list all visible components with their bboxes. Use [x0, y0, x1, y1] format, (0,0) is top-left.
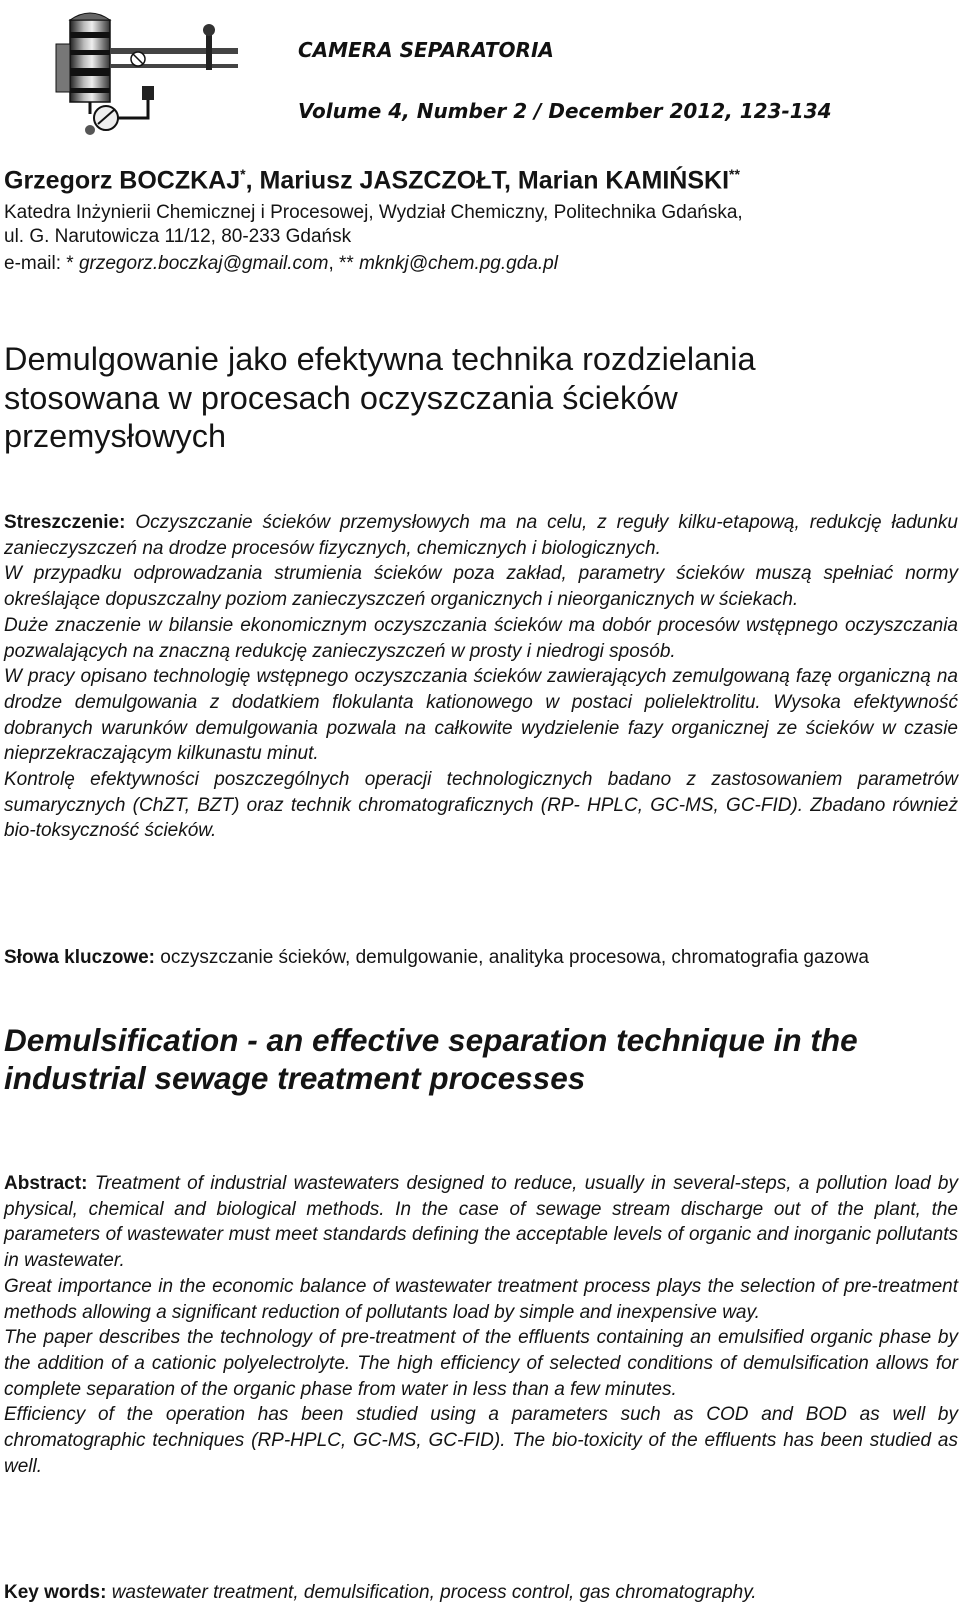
affiliation-line: ul. G. Narutowicza 11/12, 80-233 Gdańsk — [4, 226, 352, 247]
author-separator: , — [245, 166, 260, 195]
email-link[interactable]: mknkj@chem.pg.gda.pl — [359, 253, 558, 274]
abstract-paragraph: Duże znaczenie w bilansie ekonomicznym oczyszczania ścieków ma dobór procesów wstępnego oczyszczania pozwalających na znaczną redukcję zanieczyszczeń w prosty i niedrogi sposób. — [4, 614, 958, 662]
author-name: Grzegorz BOCZKAJ — [4, 166, 241, 195]
abstract-paragraph: Efficiency of the operation has been studied using a parameters such as COD and BOD as well by chromatographic techniques (RP-HPLC, GC-MS, GC-FID). The bio-toxicity of the effluents has been studied as well. — [4, 1404, 958, 1477]
keywords-text: wastewater treatment, demulsification, process control, gas chromatography. — [111, 1582, 757, 1603]
abstract-text: Treatment of industrial wastewaters designed to reduce, usually in several-steps, a pollution load by physical, chemical and biological methods. In the case of sewage stream discharge out of the plant, the parameters of wastewater must meet standards defining the acceptable levels of organic and inorganic pollutants in wastewater. — [4, 1173, 958, 1272]
email-link[interactable]: grzegorz.boczkaj@gmail.com — [78, 253, 329, 274]
abstract-paragraph: W pracy opisano technologię wstępnego oczyszczania ścieków zawierających zemulgowaną fazę organiczną na drodze demulgowania z dodatkiem flokulanta kationowego w postaci polielektrolitu. Wysoka efektywność dobranych warunków demulgowania pozwala na całkowite wydzielenie fazy organicznej ze ścieków w czasie nieprzekraczającym kilkunastu minut. — [4, 666, 958, 765]
journal-name: CAMERA SEPARATORIA — [298, 38, 554, 62]
abstract-paragraph: W przypadku odprowadzania strumienia ścieków poza zakład, parametry ścieków muszą spełniać normy określające dopuszczalny poziom zanieczyszczeń organicznych i nieorganicznych w ściekach. — [4, 563, 958, 611]
abstract-paragraph — [4, 510, 958, 561]
paper-title-en: Demulsification - an effective separation technique in the industrial sewage treatment processes — [4, 1022, 858, 1096]
paper-title-pl: Demulgowanie jako efektywna technika rozdzielania stosowana w procesach oczyszczania ścieków przemysłowych — [4, 341, 756, 454]
abstract-en — [4, 1171, 958, 1479]
affiliation-line: Katedra Inżynierii Chemicznej i Procesowej, Wydział Chemiczny, Politechnika Gdańska, — [4, 202, 743, 223]
abstract-pl — [4, 510, 958, 844]
abstract-label: Abstract: — [4, 1173, 88, 1194]
keywords-pl — [4, 945, 934, 970]
keywords-label: Key words: — [4, 1582, 107, 1603]
author-list — [4, 166, 740, 195]
author-name: Mariusz JASZCZOŁT — [259, 166, 504, 195]
abstract-text: Oczyszczanie ścieków przemysłowych ma na celu, z reguły kilku-etapową, redukcję ładunku zanieczyszczeń na drodze procesów fizycznych, chemicznych i biologicznych. — [4, 512, 959, 559]
author-mark: ** — [729, 166, 740, 182]
email-separator: , ** — [328, 253, 360, 274]
abstract-paragraph: Great importance in the economic balance of wastewater treatment process plays the selection of pre-treatment methods allowing a significant reduction of pollutants load by simple and inexpensive way. — [4, 1275, 958, 1323]
email-label: e-mail: * — [4, 253, 79, 274]
abstract-paragraph — [4, 1171, 958, 1274]
abstract-paragraph: Kontrolę efektywności poszczególnych operacji technologicznych badano z zastosowaniem parametrów sumarycznych (ChZT, BZT) oraz technik chromatograficznych (RP- HPLC, GC-MS, GC-FID). Zbadano również bio-toksyczność ścieków. — [4, 769, 958, 842]
author-name: Marian KAMIŃSKI — [517, 166, 730, 195]
keywords-text: oczyszczanie ścieków, demulgowanie, analityka procesowa, chromatografia gazowa — [160, 947, 869, 968]
author-mark: * — [240, 166, 246, 182]
abstract-label: Streszczenie: — [4, 512, 126, 533]
journal-issue: Volume 4, Number 2 / December 2012, 123-134 — [298, 99, 832, 123]
keywords-label: Słowa kluczowe: — [4, 947, 155, 968]
email-line — [4, 253, 558, 275]
author-separator: , — [503, 166, 518, 195]
journal-logo — [28, 2, 238, 140]
abstract-paragraph: The paper describes the technology of pre-treatment of the effluents containing an emulsified organic phase by the addition of a cationic polyelectrolyte. The high efficiency of selected conditions of demulsification allows for complete separation of the organic phase from water in less than a few minutes. — [4, 1327, 958, 1400]
keywords-en — [4, 1580, 934, 1605]
